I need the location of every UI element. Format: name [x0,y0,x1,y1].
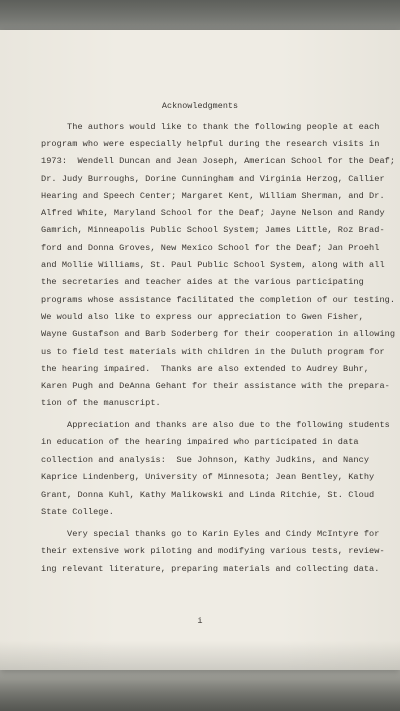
text-line: Very special thanks go to Karin Eyles and Cindy McIntyre for [41,529,380,539]
text-line: Wayne Gustafson and Barb Soderberg for their cooperation in allowing [41,329,396,339]
text-line: Grant, Donna Kuhl, Kathy Malikowski and Linda Ritchie, St. Cloud [41,490,375,500]
text-line: Hearing and Speech Center; Margaret Kent, William Sherman, and Dr. [41,191,385,201]
bottom-shadow [0,641,400,711]
text-line: the hearing impaired. Thanks are also extended to Audrey Buhr, [41,364,370,374]
text-line: and Mollie Williams, St. Paul Public School System, along with all [41,260,385,270]
text-line: We would also like to express our appreciation to Gwen Fisher, [41,312,364,322]
text-line: collection and analysis: Sue Johnson, Kathy Judkins, and Nancy [41,455,370,465]
text-line: Gamrich, Minneapolis Public School System; James Little, Roz Brad- [41,225,385,235]
text-line: Dr. Judy Burroughs, Dorine Cunningham and Virginia Herzog, Callier [41,174,385,184]
text-line: Alfred White, Maryland School for the Deaf; Jayne Nelson and Randy [41,208,385,218]
page-heading: Acknowledgments [161,101,239,111]
text-line: ing relevant literature, preparing materials and collecting data. [41,564,380,574]
text-line: programs whose assistance facilitated the completion of our testing. [41,295,396,305]
text-line: Karen Pugh and DeAnna Gehant for their assistance with the prepara- [41,381,390,391]
page-number: i [197,616,203,626]
text-line: the secretaries and teacher aides at the various participating [41,277,364,287]
text-line: Appreciation and thanks are also due to the following students [41,420,390,430]
text-line: Kaprice Lindenberg, University of Minnesota; Jean Bentley, Kathy [41,472,375,482]
text-line: 1973: Wendell Duncan and Jean Joseph, American School for the Deaf; [41,156,396,166]
text-line: their extensive work piloting and modifying various tests, review- [41,546,385,556]
text-line: The authors would like to thank the following people at each [41,122,380,132]
text-line: ford and Donna Groves, New Mexico School for the Deaf; Jan Proehl [41,243,380,253]
text-line: tion of the manuscript. [41,398,161,408]
text-line: us to field test materials with children in the Duluth program for [41,347,385,357]
text-line: in education of the hearing impaired who participated in data [41,437,359,447]
text-line: program who were especially helpful during the research visits in [41,139,380,149]
text-line: State College. [41,507,114,517]
